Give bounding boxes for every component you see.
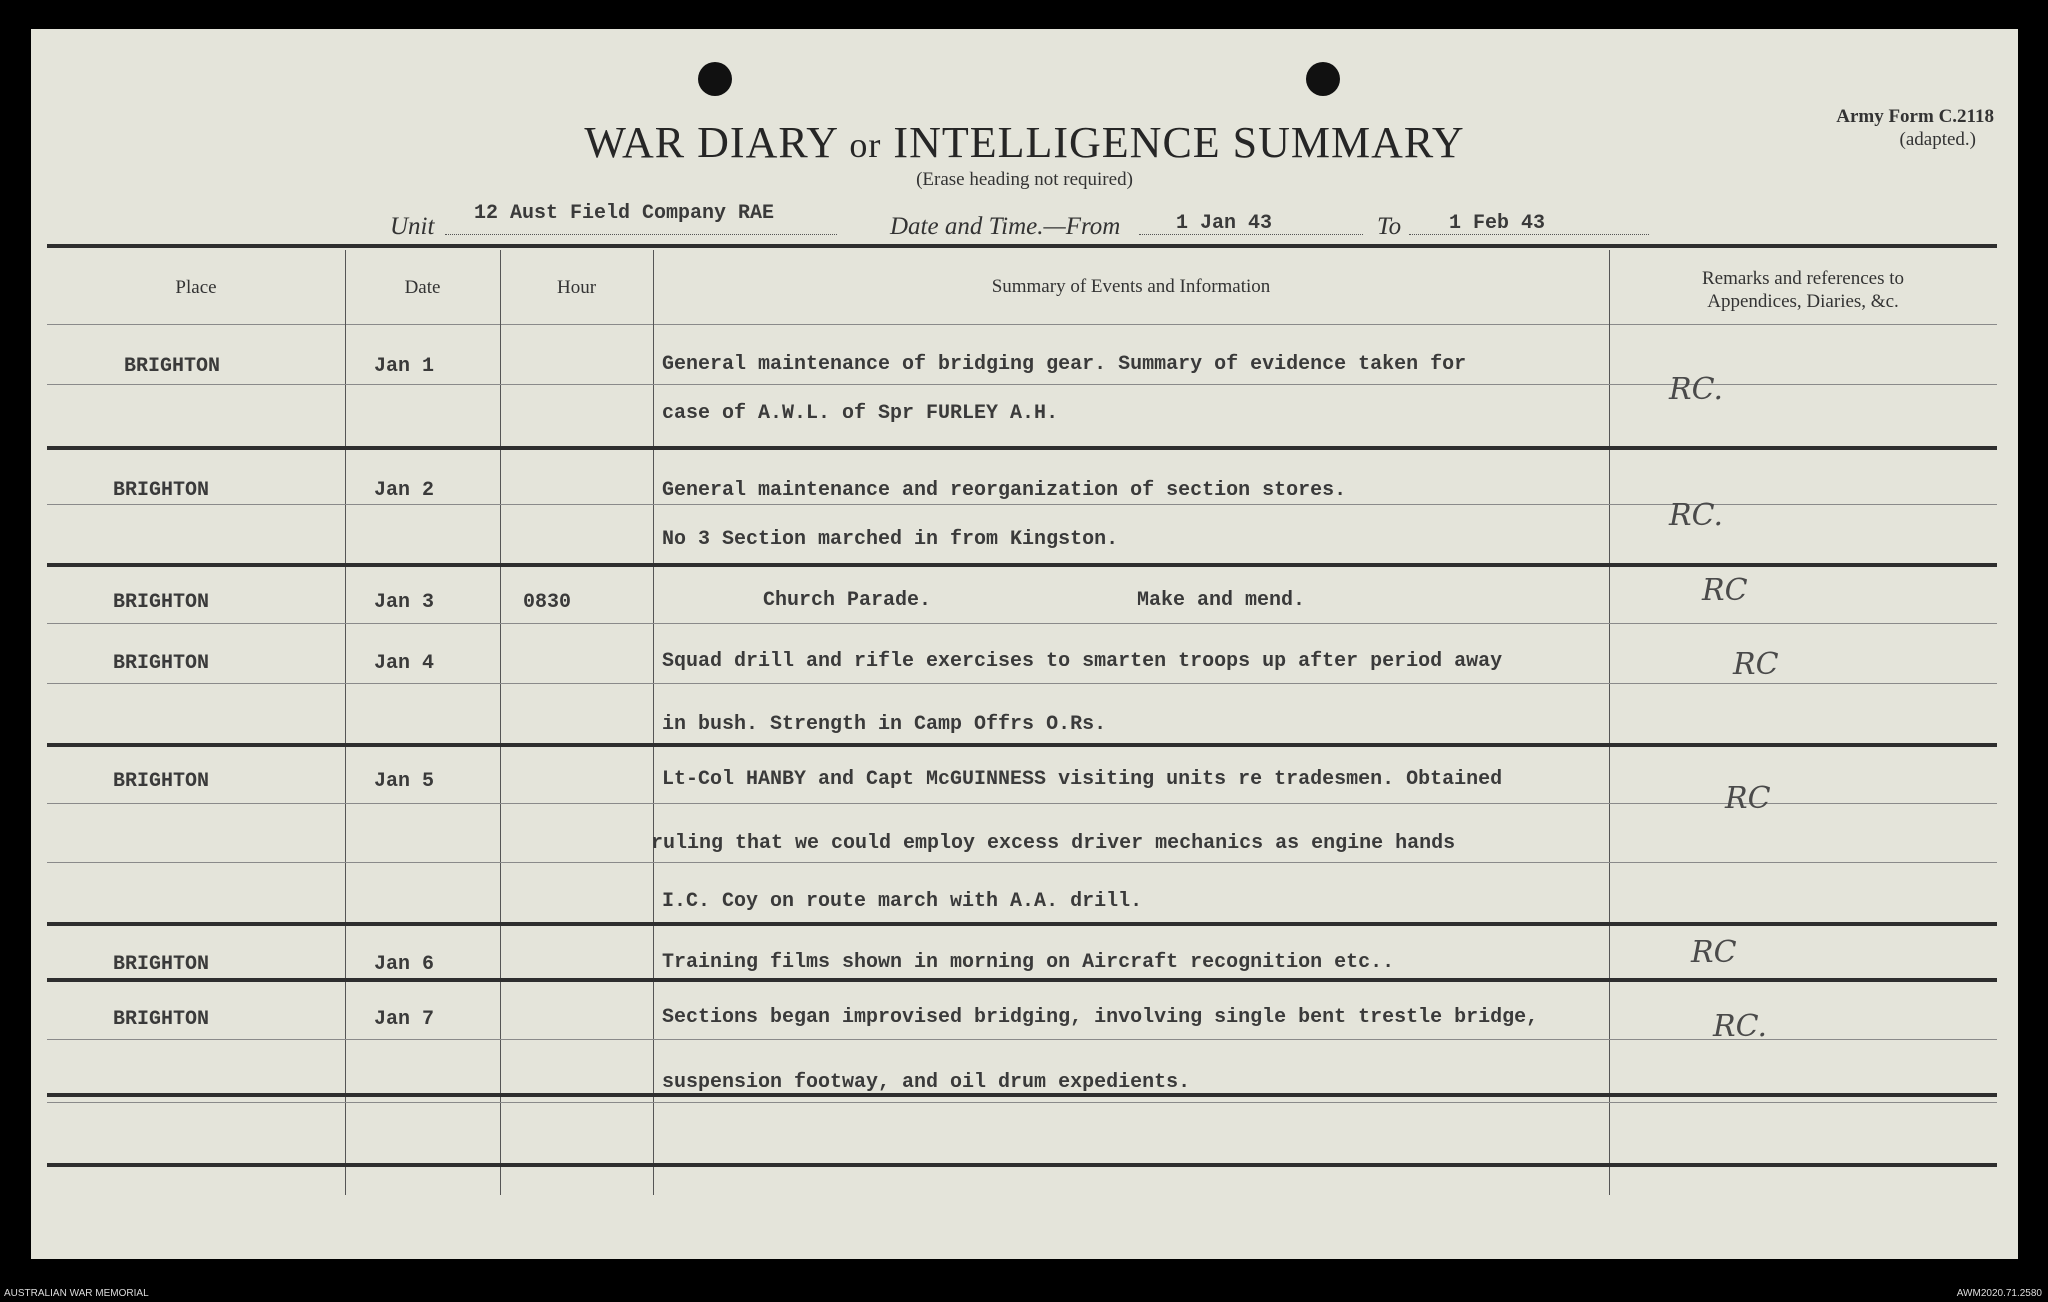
entry-text: General maintenance and reorganization of section stores. xyxy=(662,479,1347,502)
column-divider xyxy=(1609,250,1610,1195)
entry-rule xyxy=(47,978,1997,982)
column-header-summary: Summary of Events and Information xyxy=(991,276,1271,297)
initials-signature: RC xyxy=(1725,781,1771,816)
initials-signature: RC xyxy=(1702,573,1748,608)
entry-text: ruling that we could employ excess driver mechanics as engine hands xyxy=(651,832,1456,855)
row-rule xyxy=(47,623,1997,624)
entry-text: I.C. Coy on route march with A.A. drill. xyxy=(662,890,1143,913)
to-label: To xyxy=(1377,213,1402,240)
entry-place: BRIGHTON xyxy=(124,355,221,378)
column-divider xyxy=(500,250,501,1195)
entry-rule xyxy=(47,446,1997,450)
entry-hour: 0830 xyxy=(523,591,572,614)
initials-signature: RC xyxy=(1691,935,1737,970)
footer-accession-number: AWM2020.71.2580 xyxy=(1956,1288,2042,1299)
entry-date: Jan 4 xyxy=(374,652,435,675)
entry-place: BRIGHTON xyxy=(113,652,210,675)
army-form-number: Army Form C.2118 (adapted.) xyxy=(1836,106,1994,150)
entry-date: Jan 6 xyxy=(374,953,435,976)
entry-date: Jan 1 xyxy=(374,355,435,378)
entry-text: Sections began improvised bridging, involving single bent trestle bridge, xyxy=(662,1006,1539,1029)
entry-text: General maintenance of bridging gear. Summary of evidence taken for xyxy=(662,353,1467,376)
table-top-rule xyxy=(47,244,1997,248)
footer-credit: AUSTRALIAN WAR MEMORIAL xyxy=(4,1288,149,1299)
entry-place: BRIGHTON xyxy=(113,1008,210,1031)
entry-text: case of A.W.L. of Spr FURLEY A.H. xyxy=(662,402,1059,425)
entry-text: Squad drill and rifle exercises to smarten troops up after period away xyxy=(662,650,1503,673)
diary-sheet xyxy=(31,29,2018,1259)
entry-text: Training films shown in morning on Aircraft recognition etc.. xyxy=(662,951,1395,974)
entry-date: Jan 3 xyxy=(374,591,435,614)
unit-label: Unit xyxy=(390,213,435,240)
entry-text: Lt-Col HANBY and Capt McGUINNESS visiting units re tradesmen. Obtained xyxy=(662,768,1503,791)
punch-hole xyxy=(1306,62,1340,96)
entry-text: in bush. Strength in Camp Offrs O.Rs. xyxy=(662,713,1107,736)
entry-place: BRIGHTON xyxy=(113,770,210,793)
row-rule xyxy=(47,803,1997,804)
entry-rule xyxy=(47,922,1997,926)
to-value: 1 Feb 43 xyxy=(1449,212,1546,235)
initials-signature: RC. xyxy=(1669,498,1724,533)
row-rule xyxy=(47,1039,1997,1040)
column-header-remarks: Remarks and references to Appendices, Diaries, &c. xyxy=(1701,268,1905,312)
table-bottom-rule xyxy=(47,1163,1997,1167)
row-rule xyxy=(47,683,1997,684)
entry-place: BRIGHTON xyxy=(113,953,210,976)
entry-text: Church Parade. xyxy=(763,589,932,612)
row-rule xyxy=(47,862,1997,863)
entry-place: BRIGHTON xyxy=(113,591,210,614)
date-time-label: Date and Time.—From xyxy=(890,213,1121,240)
page-title: WAR DIARY or INTELLIGENCE SUMMARY xyxy=(584,118,1465,167)
entry-date: Jan 7 xyxy=(374,1008,435,1031)
column-header-date: Date xyxy=(404,277,441,298)
column-divider xyxy=(653,250,654,1195)
entry-text: No 3 Section marched in from Kingston. xyxy=(662,528,1119,551)
entry-rule xyxy=(47,563,1997,567)
unit-dotted-line xyxy=(445,234,837,235)
title-note: (Erase heading not required) xyxy=(916,169,1133,190)
punch-hole xyxy=(698,62,732,96)
initials-signature: RC. xyxy=(1669,372,1724,407)
column-header-place: Place xyxy=(175,277,217,298)
entry-place: BRIGHTON xyxy=(113,479,210,502)
column-divider xyxy=(345,250,346,1195)
unit-value: 12 Aust Field Company RAE xyxy=(474,202,775,225)
row-rule xyxy=(47,1102,1997,1103)
entry-date: Jan 5 xyxy=(374,770,435,793)
initials-signature: RC. xyxy=(1713,1009,1768,1044)
initials-signature: RC xyxy=(1733,647,1779,682)
entry-rule xyxy=(47,743,1997,747)
header-rule xyxy=(47,324,1997,325)
entry-text: Make and mend. xyxy=(1137,589,1306,612)
column-header-hour: Hour xyxy=(556,277,597,298)
from-value: 1 Jan 43 xyxy=(1176,212,1273,235)
entry-date: Jan 2 xyxy=(374,479,435,502)
entry-text: suspension footway, and oil drum expedients. xyxy=(662,1071,1191,1094)
